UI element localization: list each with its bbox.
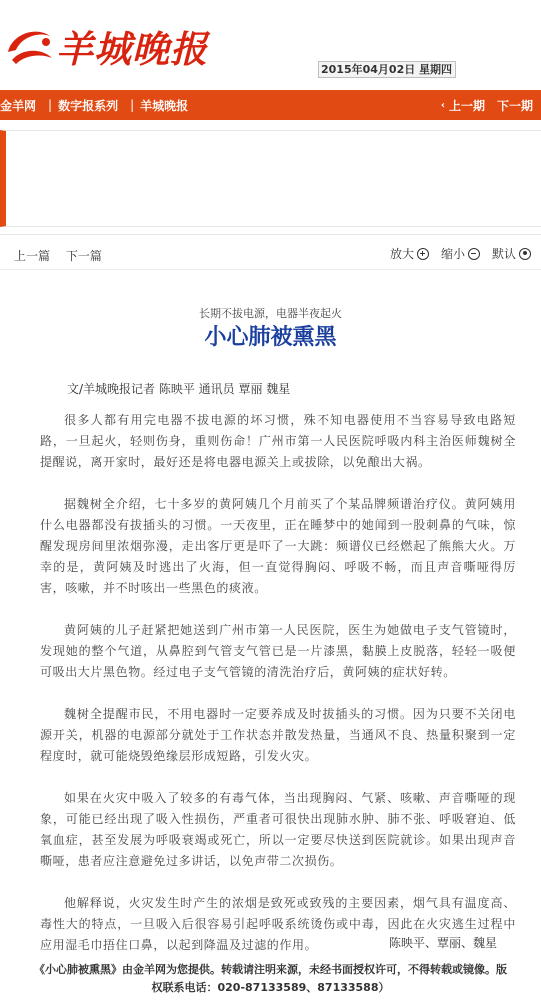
top-nav-bar: [0, 90, 541, 120]
masthead: [0, 0, 541, 88]
font-size-controls: [378, 245, 531, 262]
zoom-out-button[interactable]: [441, 245, 480, 262]
next-issue-link[interactable]: 下一期: [496, 98, 533, 113]
nav-links: [0, 97, 194, 114]
zoom-in-button[interactable]: [390, 245, 429, 262]
nav-item-digital-papers[interactable]: 数字报系列: [58, 98, 119, 113]
dot-circle-icon: [519, 248, 531, 260]
next-article-link[interactable]: 下一篇: [65, 249, 102, 263]
section-divider: [0, 234, 541, 235]
article-paragraph: 很多人都有用完电器不拔电源的坏习惯，殊不知电器使用不当容易导致电路短路，一旦起火，轻则伤身，重则伤命！广州市第一人民医院呼吸内科主治医师魏树全提醒说，离开家时，最好还是将电器电源关上或拔除，以免酿出大祸。: [40, 413, 516, 469]
prev-issue-link[interactable]: 上一期: [448, 98, 485, 113]
article-paragraph: 魏树全提醒市民，不用电器时一定要养成及时拔插头的习惯。因为只要不关闭电源开关，机器的电源部分就处于工作状态并散发热量，当通风不良、热量积聚到一定程度时，就可能烧毁绝缘层形成短路，引发火灾。: [40, 707, 516, 763]
zoom-out-label: 缩小: [440, 247, 465, 261]
prev-article-link[interactable]: 上一篇: [14, 249, 51, 263]
toolbar-divider: [0, 269, 541, 270]
copyright-line-2: 权联系电话：020-87133589、87133588）: [151, 981, 390, 994]
issue-paging: [441, 90, 533, 120]
chevron-left-icon: ‹: [440, 99, 445, 111]
banner-area: [0, 130, 541, 227]
site-logo[interactable]: [2, 18, 208, 74]
default-size-button[interactable]: [492, 245, 531, 262]
issue-date: 2015年04月02日 星期四: [318, 61, 456, 78]
copyright-line-1: 《小心肺被熏黑》由金羊网为您提供。转载请注明来源，未经书面授权许可，不得转载或镜像。版: [34, 963, 507, 976]
article-title: 小心肺被熏黑: [204, 325, 337, 350]
nav-separator: |: [48, 98, 53, 112]
logo-wordmark: 羊城晚报: [56, 27, 208, 71]
plus-circle-icon: [417, 248, 429, 260]
article-paragraph: 黄阿姨的儿子赶紧把她送到广州市第一人民医院，医生为她做电子支气管镜时，发现她的整个气道，从鼻腔到气管支气管已是一片漆黑，黏膜上皮脱落，轻轻一吸便可吸出大片黑色物。经过电子支气管镜的清洗治疗后，黄阿姨的症状好转。: [40, 623, 516, 679]
article-signoff: 陈映平、覃丽、魏星: [388, 936, 497, 950]
nav-separator: |: [130, 98, 135, 112]
sheep-logo-icon: [2, 18, 58, 74]
nav-item-yangcheng-evening[interactable]: 羊城晚报: [140, 98, 189, 113]
article-paragraph: 据魏树全介绍，七十多岁的黄阿姨几个月前买了个某品牌频谱治疗仪。黄阿姨用什么电器都没有拔插头的习惯。一天夜里，正在睡梦中的她闻到一股刺鼻的气味，惊醒发现房间里浓烟弥漫，走出客厅更是吓了一大跳：频谱仪已经燃起了熊熊大火。万幸的是，黄阿姨及时逃出了火海，但一直觉得胸闷、呼吸不畅，而且声音嘶哑得厉害，咳嗽，并不时咳出一些黑色的痰液。: [40, 497, 516, 595]
default-size-label: 默认: [491, 247, 516, 261]
article-body: [40, 410, 516, 977]
minus-circle-icon: [468, 248, 480, 260]
article-byline: 文/羊城晚报记者 陈映平 通讯员 覃丽 魏星: [67, 382, 291, 396]
article-paragraph: 如果在火灾中吸入了较多的有毒气体，当出现胸闷、气紧、咳嗽、声音嘶哑的现象，可能已经出现了吸入性损伤，严重者可很快出现肺水肿、肺不张、呼吸窘迫、低氧血症，甚至发展为呼吸衰竭或死亡，所以一定要尽快送到医院就诊。如果出现声音嘶哑，患者应注意避免过多讲话，以免声带二次损伤。: [40, 791, 516, 868]
copyright-notice: [0, 961, 541, 997]
article-paragraph: 他解释说，火灾发生时产生的浓烟是致死或致残的主要因素，烟气具有温度高、毒性大的特点，一旦吸入后很容易引起呼吸系统烫伤或中毒，因此在火灾逃生过程中应用湿毛巾捂住口鼻，以起到降温及过滤的作用。: [40, 896, 516, 952]
zoom-in-label: 放大: [389, 247, 414, 261]
nav-item-jinyangwang[interactable]: 金羊网: [0, 98, 37, 113]
article-kicker: 长期不拔电源，电器半夜起火: [199, 307, 342, 320]
article-toolbar: [0, 243, 541, 267]
article-prev-next: [14, 247, 114, 264]
